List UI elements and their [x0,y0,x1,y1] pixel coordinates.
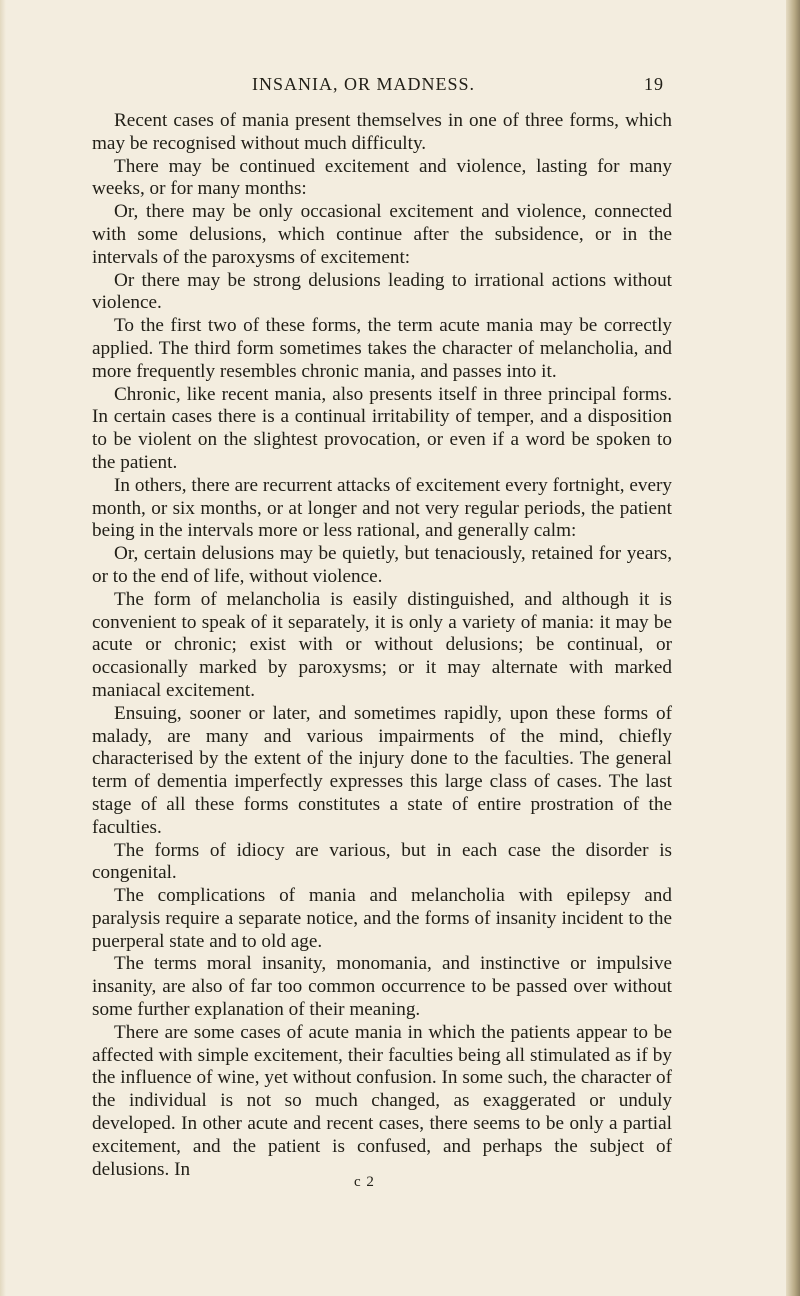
running-title: INSANIA, OR MADNESS. [252,74,476,94]
paragraph: There are some cases of acute mania in which the patients appear to be affected with simple excitement, their faculties being all stimulated as if by the influence of wine, yet without confusion. In some such, the character of the individual is not so much changed, as exaggerated or unduly developed. In other acute and recent cases, there seems to be only a partial excitement, and the patient is confused, and perhaps the subject of delusions. In [92,1021,672,1180]
paragraph: The complications of mania and melancholia with epilepsy and paralysis require a separate notice, and the forms of insanity incident to the puerperal state and to old age. [92,885,672,952]
page-header [92,74,664,98]
paragraph: To the first two of these forms, the term acute mania may be correctly applied. The third form sometimes takes the character of melancholia, and more frequently resembles chronic mania, and passes into it. [92,315,672,382]
paragraph: Or, there may be only occasional excitement and violence, connected with some delusions, which continue after the subsidence, or in the intervals of the paroxysms of excitement: [92,201,672,268]
paragraph: The forms of idiocy are various, but in each case the disorder is congenital. [92,839,672,884]
signature-mark: c 2 [354,1174,375,1190]
paragraph: Ensuing, sooner or later, and sometimes rapidly, upon these forms of malady, are many and various impairments of the mind, chiefly characterised by the extent of the injury done to the faculties. The general term of dementia imperfectly expresses this large class of cases. The last stage of all these forms constitutes a state of entire prostration of the faculties. [92,702,672,838]
paragraph: The terms moral insanity, monomania, and instinctive or impulsive insanity, are also of far too common occurrence to be passed over without some further explanation of their meaning. [92,953,672,1021]
page-right-edge [786,0,800,1296]
paragraph: Or, certain delusions may be quietly, but tenaciously, retained for years, or to the end of life, without violence. [92,543,672,587]
paragraph: Or there may be strong delusions leading to irrational actions without violence. [92,269,672,314]
paragraph: Recent cases of mania present themselves in one of three forms, which may be recognised without much difficulty. [92,110,672,154]
page-number: 19 [644,74,664,94]
paragraph: Chronic, like recent mania, also presents itself in three principal forms. In certain cases there is a continual irritability of temper, and a disposition to be violent on the slightest provocation, or even if a word be spoken to the patient. [92,383,672,473]
body-text [92,110,672,1181]
page-left-edge [0,0,6,1296]
paragraph: The form of melancholia is easily distinguished, and although it is convenient to speak of it separately, it is only a variety of mania: it may be acute or chronic; exist with or without delusions; be continual, or occasionally marked by paroxysms; or it may alternate with marked maniacal excitement. [92,588,672,701]
paragraph: In others, there are recurrent attacks of excitement every fortnight, every month, or six months, or at longer and not very regular periods, the patient being in the intervals more or less rational, and generally calm: [92,474,672,542]
paragraph: There may be continued excitement and violence, lasting for many weeks, or for many months: [92,155,672,200]
